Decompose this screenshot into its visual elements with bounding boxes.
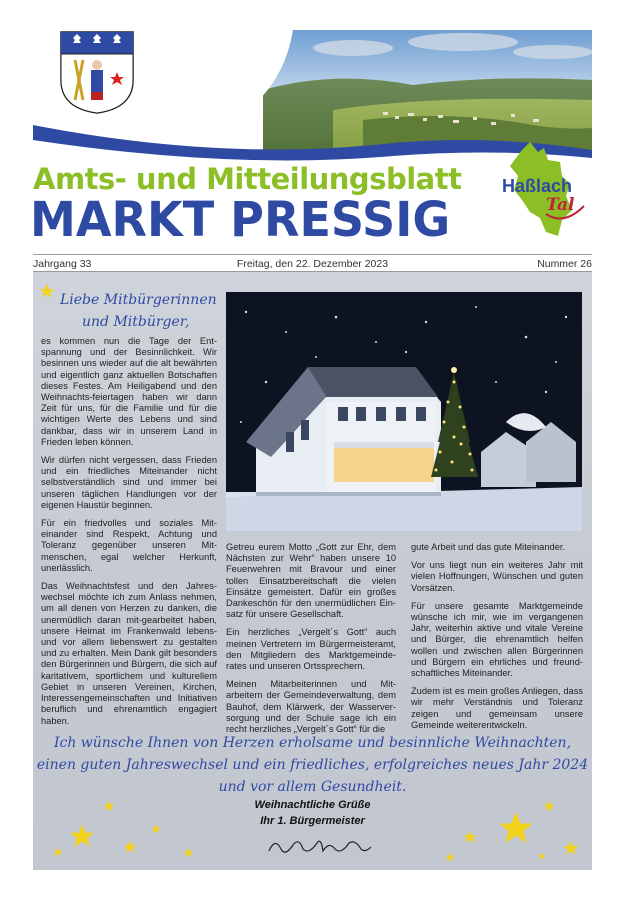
star-icon — [498, 810, 534, 846]
wish-line-3: und vor allem Gesundheit. — [218, 779, 407, 795]
star-icon — [39, 283, 55, 299]
paragraph: Zudem ist es mein großes Anliegen, dass wir mehr Verständnis und Toleranz zeigen und gemeinsam unsere Gemeinde weiterentwickeln. — [411, 686, 583, 730]
star-icon — [563, 840, 579, 856]
wish-line-2: einen guten Jahreswechsel und ein friedliches, erfolgreiches neues Jahr 2024 — [36, 757, 589, 773]
coat-of-arms-icon — [59, 30, 135, 114]
paragraph: Für ein friedvolles und soziales Mit-einander sind Respekt, Achtung und Toleranz gegenüber unseren Mit-menschen, egal welcher Herkunft, unerlässlich. — [41, 518, 217, 573]
star-icon — [183, 847, 194, 858]
logo-text-1: Haßlach — [502, 176, 573, 196]
title-line-1: Amts- und Mitteilungsblatt — [33, 162, 462, 196]
logo-text-2: Tal — [546, 195, 575, 215]
paragraph: Für unsere gesamte Marktgemeinde wünsche ich mir, wie im vergangenen Jahr, weiterhin aktive und vitale Vereine und Bürger, die ehrenamtlich helfen wollen und zwischen allen Bürgerinnen und Bürgern ein ehrliches und freund-schaftliches Miteinander. — [411, 600, 583, 679]
salutation-line-2: und Mitbürger, — [82, 314, 190, 330]
paragraph: Getreu eurem Motto „Gott zur Ehr, dem Nächsten zur Wehr“ haben unsere 10 Feuerwehren mit Bravour und einer tollen Einsatzbereitschaft die vielen Einsätze gemeistert. Dafür ein großes Dankeschön für den unermüdlichen Ein-satz für unsere Gesellschaft. — [226, 542, 396, 620]
star-icon — [543, 800, 555, 812]
signature — [265, 831, 375, 861]
star-icon — [463, 830, 477, 844]
paragraph: Das Weihnachtsfest und den Jahres-wechsel möchte ich zum Anlass nehmen, um all denen von Herzen zu danken, die unermüdlich daran mit-gearbeitet haben, unsere Heimat im Frankenwald lebens- und vor allem liebenswert zu gestalten und zu erhalten. Mein Dank gilt besonders den Bürgerinnen und Bürgern, die sich auf karitativem, sportlichem und kulturellem Gebiet in unseren Vereinen, Kirchen, Interessengemeinschaften und Initiativen beruflich und ehrenamtlich engagiert haben. — [41, 581, 217, 726]
paragraph: gute Arbeit und das gute Miteinander. — [411, 542, 566, 552]
paragraph: Meinen Mitarbeiterinnen und Mit-arbeitern der Gemeindeverwaltung, dem Bauhof, dem Klärwerk, der Wasserver-sorgung und der Schule sage ich ein recht herzliches „Vergelt´s Gott“ für die — [226, 679, 396, 735]
star-icon — [445, 852, 455, 862]
star-icon — [538, 852, 546, 860]
paragraph: es kommen nun die Tage der Ent-spannung und der Besinnlichkeit. Wir besinnen uns wieder auf die alt bewährten und eigentlich ganz aktuellen Botschaften dieses Festes. Am Heiligabend und den Weihnachts-feiertagen haben wir dann Zeit für uns, für die Familie und für die wichtigen Werte des Lebens und sind dankbar, dass wir in unserem Land in Frieden leben können. — [41, 336, 217, 447]
title-line-2: MARKT PRESSIG — [30, 192, 451, 248]
star-icon — [69, 823, 95, 849]
salutation-line-1: Liebe Mitbürgerinnen — [60, 292, 217, 308]
closing-line-2: Ihr 1. Bürgermeister — [260, 815, 365, 827]
divider-top — [33, 254, 592, 255]
paragraph: Wir dürfen nicht vergessen, dass Frieden und ein friedliches Miteinander nicht selbstverständlich sind und immer bei unseren täglichen Handlungen vor der eigenen Haustür beginnen. — [41, 455, 217, 510]
paragraph: Vor uns liegt nun ein weiteres Jahr mit vielen Hoffnungen, Wünschen und guten Vorsätzen. — [411, 560, 583, 593]
star-icon — [103, 800, 115, 812]
date-label: Freitag, den 22. Dezember 2023 — [236, 258, 389, 270]
christmas-letter-card — [33, 272, 592, 870]
issue-label: Nummer 26 — [537, 258, 592, 270]
letter-column-middle — [226, 542, 396, 742]
star-icon — [123, 840, 137, 854]
hasslachtal-logo — [500, 140, 592, 240]
letter-column-left — [41, 336, 217, 734]
closing-line-1: Weihnachtliche Grüße — [254, 799, 371, 811]
star-icon — [53, 847, 63, 857]
letter-column-right — [411, 542, 583, 738]
wish-line-1: Ich wünsche Ihnen von Herzen erholsame und besinnliche Weihnachten, — [53, 735, 572, 751]
paragraph: Ein herzliches „Vergelt´s Gott“ auch meinen Vertretern im Bürgermeisteramt, den Mitgliedern des Marktgemeinde-rates und unseren Ortssprechern. — [226, 627, 396, 672]
volume-label: Jahrgang 33 — [33, 258, 92, 270]
star-icon — [151, 824, 161, 834]
snowy-town-hall-photo — [226, 292, 582, 531]
